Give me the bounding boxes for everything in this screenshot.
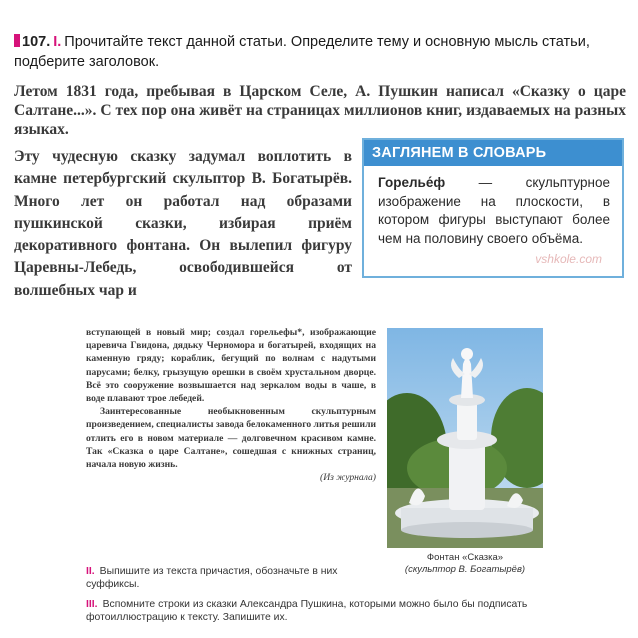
task-2-text: Выпишите из текста причастия, обозначьте в них суффиксы. xyxy=(86,566,338,590)
article-top-paragraph: Летом 1831 года, пребывая в Царском Селе, А. Пушкин написал «Сказку о царе Салтане...». С тех пор она живёт на страницах миллионов книг, издаваемых на разных языках. xyxy=(14,83,626,138)
photo-caption-author: (скульптор В. Богатырёв) xyxy=(404,564,526,575)
article-continuation xyxy=(86,326,376,484)
photo-caption xyxy=(387,552,543,576)
fountain-photo xyxy=(387,328,543,548)
task-3 xyxy=(86,598,546,624)
dictionary-box xyxy=(362,138,624,278)
photo-caption-title: Фонтан «Сказка» xyxy=(426,552,504,563)
task-roman-numeral: I. xyxy=(53,34,62,50)
task-3-text: Вспомните строки из сказки Александра Пушкина, которыми можно было бы подписать фотоиллюстрацию к тексту. Запишите их. xyxy=(86,599,528,623)
task-heading xyxy=(14,32,626,72)
watermark-text: vshkole.com xyxy=(535,252,602,266)
task-2-roman: II. xyxy=(86,566,95,577)
task-3-roman: III. xyxy=(86,599,98,610)
article-source: (Из журнала) xyxy=(320,472,376,484)
fountain-illustration xyxy=(387,328,543,548)
continuation-paragraph-1: вступающей в новый мир; создал горельефы*, изображающие царевича Гвидона, дядьку Черномора и богатырей, входящих на каменную гряду; кораблик, бегущий по волнам с надутыми парусами; белку, грызущую орешки в своём хрустальном дворце. Всё это сооружение возвышается над зеркалом воды в чаше, в воде плавают трое лебедей. xyxy=(86,327,376,405)
dictionary-entry xyxy=(364,166,622,248)
dictionary-definition: — скульптурное изображение на плоскости, в котором фигуры выступают более чем на половину своего объёма. xyxy=(378,175,610,246)
article-left-column: Эту чудесную сказку задумал воплотить в камне петербургский скульптор В. Богатырёв. Много лет он работал над образами пушкинской сказки, избирая приём декоративного фонтана. Он вылепил фигуру Царевны-Лебедь, освободившейся от волшебных чар и xyxy=(14,148,352,299)
task-number: 107. xyxy=(22,34,51,50)
dictionary-term: Горелье́ф xyxy=(378,175,446,190)
dictionary-title: ЗАГЛЯНЕМ В СЛОВАРЬ xyxy=(364,140,622,166)
task-marker-icon xyxy=(14,34,20,47)
continuation-paragraph-2: Заинтересованные необыкновенным скульптурным произведением, специалисты завода белокаменного литья решили отлить его в новом материале — долговечном красивом камне. Так «Сказка о царе Салтане», сошедшая с книжных страниц, начала новую жизнь. xyxy=(86,406,376,471)
task-instruction: Прочитайте текст данной статьи. Определите тему и основную мысль статьи, подберите заголовок. xyxy=(14,34,590,70)
task-2 xyxy=(86,565,386,591)
